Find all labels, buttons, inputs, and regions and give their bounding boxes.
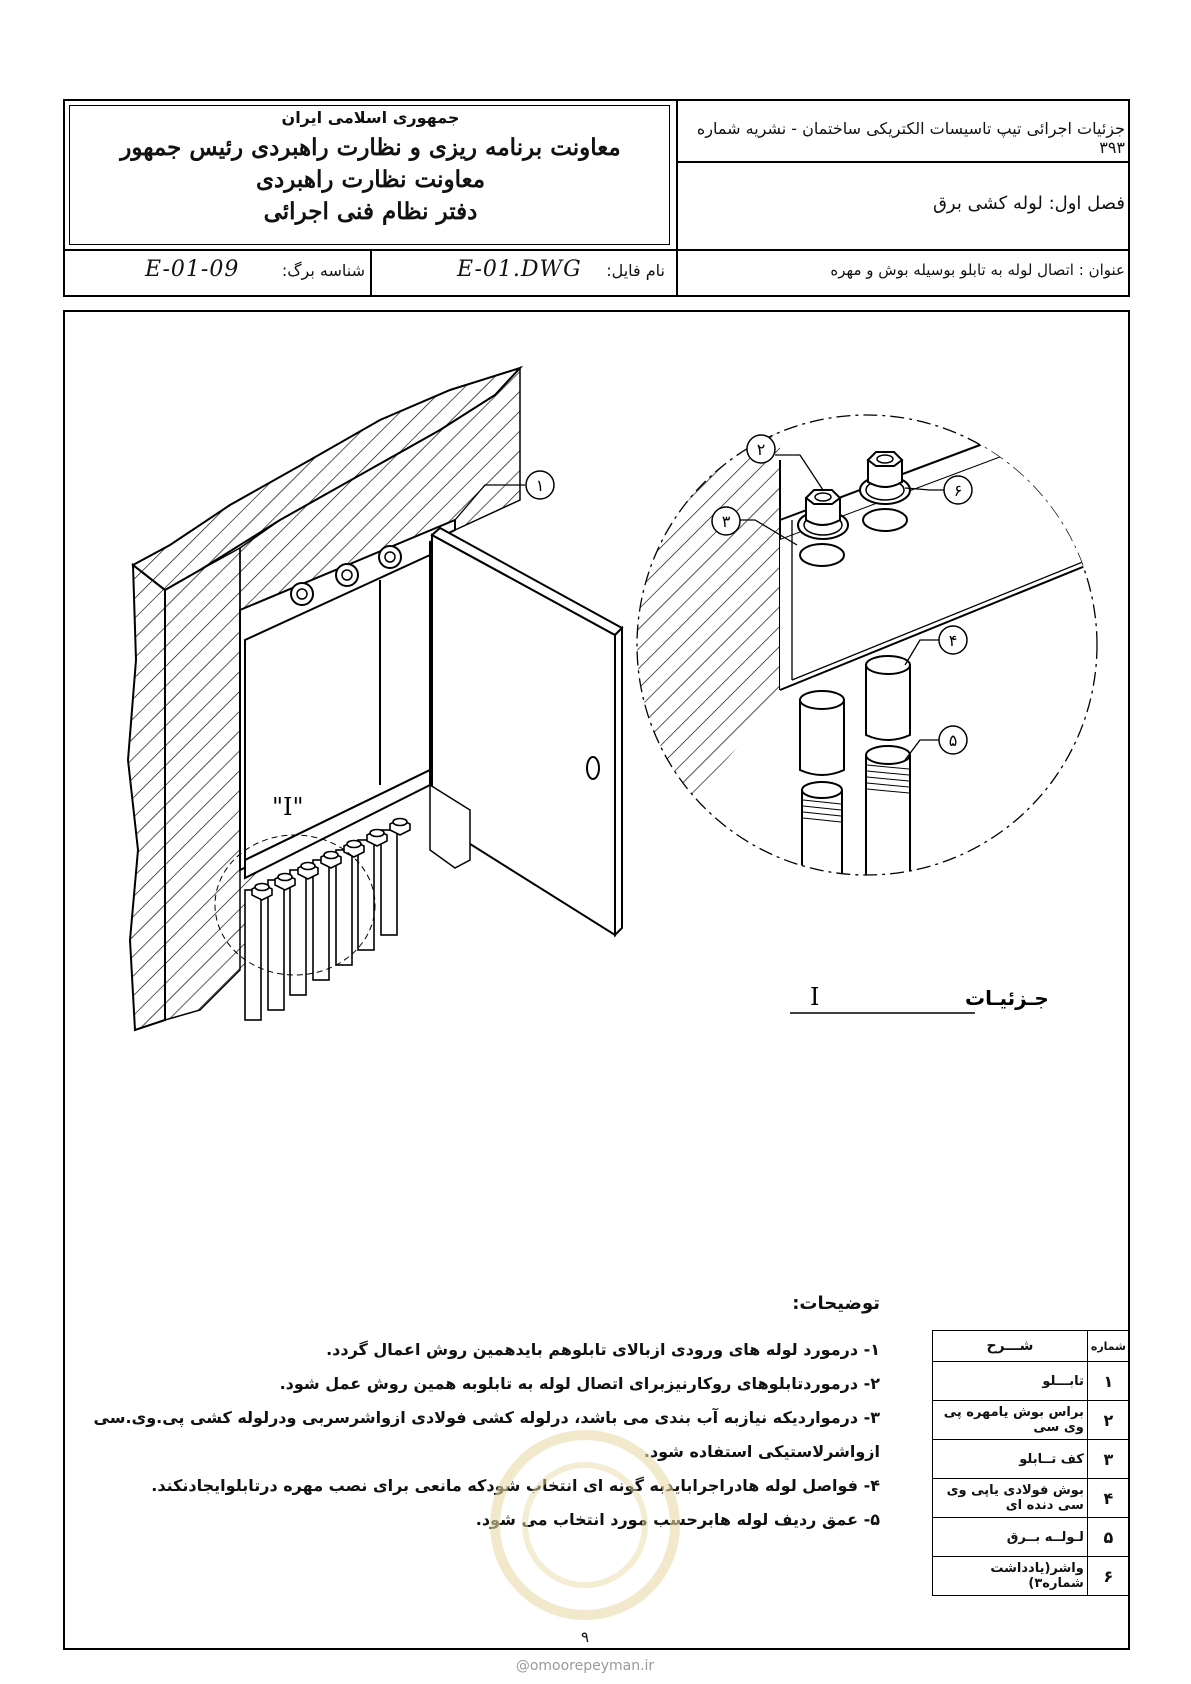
legend-table xyxy=(932,1330,1130,1596)
callout-5-text: ۵ xyxy=(948,731,958,750)
watermark-url: @omoorepeyman.ir xyxy=(515,1658,655,1674)
detail-caption-id: I xyxy=(810,983,820,1011)
note-3-cont: ازواشرلاستیکی استفاده شود. xyxy=(643,1442,880,1461)
legend-num: ۱ xyxy=(1087,1362,1129,1401)
legend-row xyxy=(933,1440,1130,1479)
legend-num: ۵ xyxy=(1087,1518,1129,1557)
org-country: جمهوری اسلامی ایران xyxy=(281,108,460,127)
org-deputy: معاونت برنامه ریزی و نظارت راهبردی رئیس جمهور xyxy=(120,134,621,161)
legend-desc-header: شـــرح xyxy=(933,1331,1088,1362)
sheet-id: E-01-09 xyxy=(145,257,240,282)
legend-row xyxy=(933,1479,1130,1518)
legend-desc: کف تــابلو xyxy=(933,1440,1088,1479)
legend-num: ۲ xyxy=(1087,1401,1129,1440)
legend-num: ۳ xyxy=(1087,1440,1129,1479)
legend-num-header: شماره xyxy=(1087,1331,1129,1362)
file-name-label: نام فایل: xyxy=(606,261,665,280)
legend-desc: واشر(یادداشت شماره۳) xyxy=(933,1557,1088,1596)
legend-row xyxy=(933,1518,1130,1557)
detail-caption: جـزئیـات xyxy=(965,986,1049,1010)
note-5: ۵- عمق ردیف لوله هابرحسب مورد انتخاب می شود. xyxy=(475,1510,880,1529)
org-office: دفتر نظام فنی اجرائی xyxy=(263,198,478,225)
callout-1-text: ۱ xyxy=(535,476,545,495)
callout-4-text: ۴ xyxy=(948,631,958,650)
page-number: ۹ xyxy=(580,1628,590,1646)
callout-6-text: ۶ xyxy=(953,481,963,500)
legend-row xyxy=(933,1557,1130,1596)
legend-num: ۶ xyxy=(1087,1557,1129,1596)
notes-title: توضیحات: xyxy=(792,1293,880,1314)
legend-desc: تابـــلو xyxy=(933,1362,1088,1401)
legend-desc: بوش فولادی یاپی وی سی دنده ای xyxy=(933,1479,1088,1518)
watermark-seal-icon xyxy=(490,1420,680,1630)
legend-row xyxy=(933,1362,1130,1401)
sheet-title-label: عنوان : xyxy=(1078,261,1125,279)
legend-num: ۴ xyxy=(1087,1479,1129,1518)
note-2: ۲- درموردتابلوهای روکارنیزبرای اتصال لوله به تابلوبه همین روش عمل شود. xyxy=(279,1374,880,1393)
detail-view xyxy=(600,400,1100,900)
chapter-title: فصل اول: لوله کشی برق xyxy=(932,193,1125,214)
file-name: E-01.DWG xyxy=(457,257,582,282)
detail-marker-label: "I" xyxy=(272,793,304,821)
sheet-title-text: اتصال لوله به تابلو بوسیله بوش و مهره xyxy=(830,261,1074,279)
legend-header-row xyxy=(933,1331,1130,1362)
note-1: ۱- درمورد لوله های ورودی ازبالای تابلوهم بایدهمین روش اعمال گردد. xyxy=(326,1340,880,1359)
publication-title: جزئیات اجرائی تیپ تاسیسات الکتریکی ساختمان - نشریه شماره ۳۹۳ xyxy=(696,119,1125,157)
at-icon: @ xyxy=(515,1658,530,1674)
org-supervision: معاونت نظارت راهبردی xyxy=(255,166,486,193)
legend-desc: براس بوش یامهره پی وی سی xyxy=(933,1401,1088,1440)
note-4: ۴- فواصل لوله هادراجرابایدبه گونه ای انتخاب شودکه مانعی برای نصب مهره درتابلوایجادنکند. xyxy=(151,1476,880,1495)
callout-3-text: ۳ xyxy=(721,512,731,531)
sheet-id-label: شناسه برگ: xyxy=(281,261,365,280)
callout-2-text: ۲ xyxy=(756,440,766,459)
legend-desc: لـولــه بــرق xyxy=(933,1518,1088,1557)
note-3: ۳- درمواردیکه نیازبه آب بندی می باشد، درلوله کشی فولادی ازواشرسربی ودرلوله کشی پی.وی.سی xyxy=(93,1408,880,1427)
legend-row xyxy=(933,1401,1130,1440)
